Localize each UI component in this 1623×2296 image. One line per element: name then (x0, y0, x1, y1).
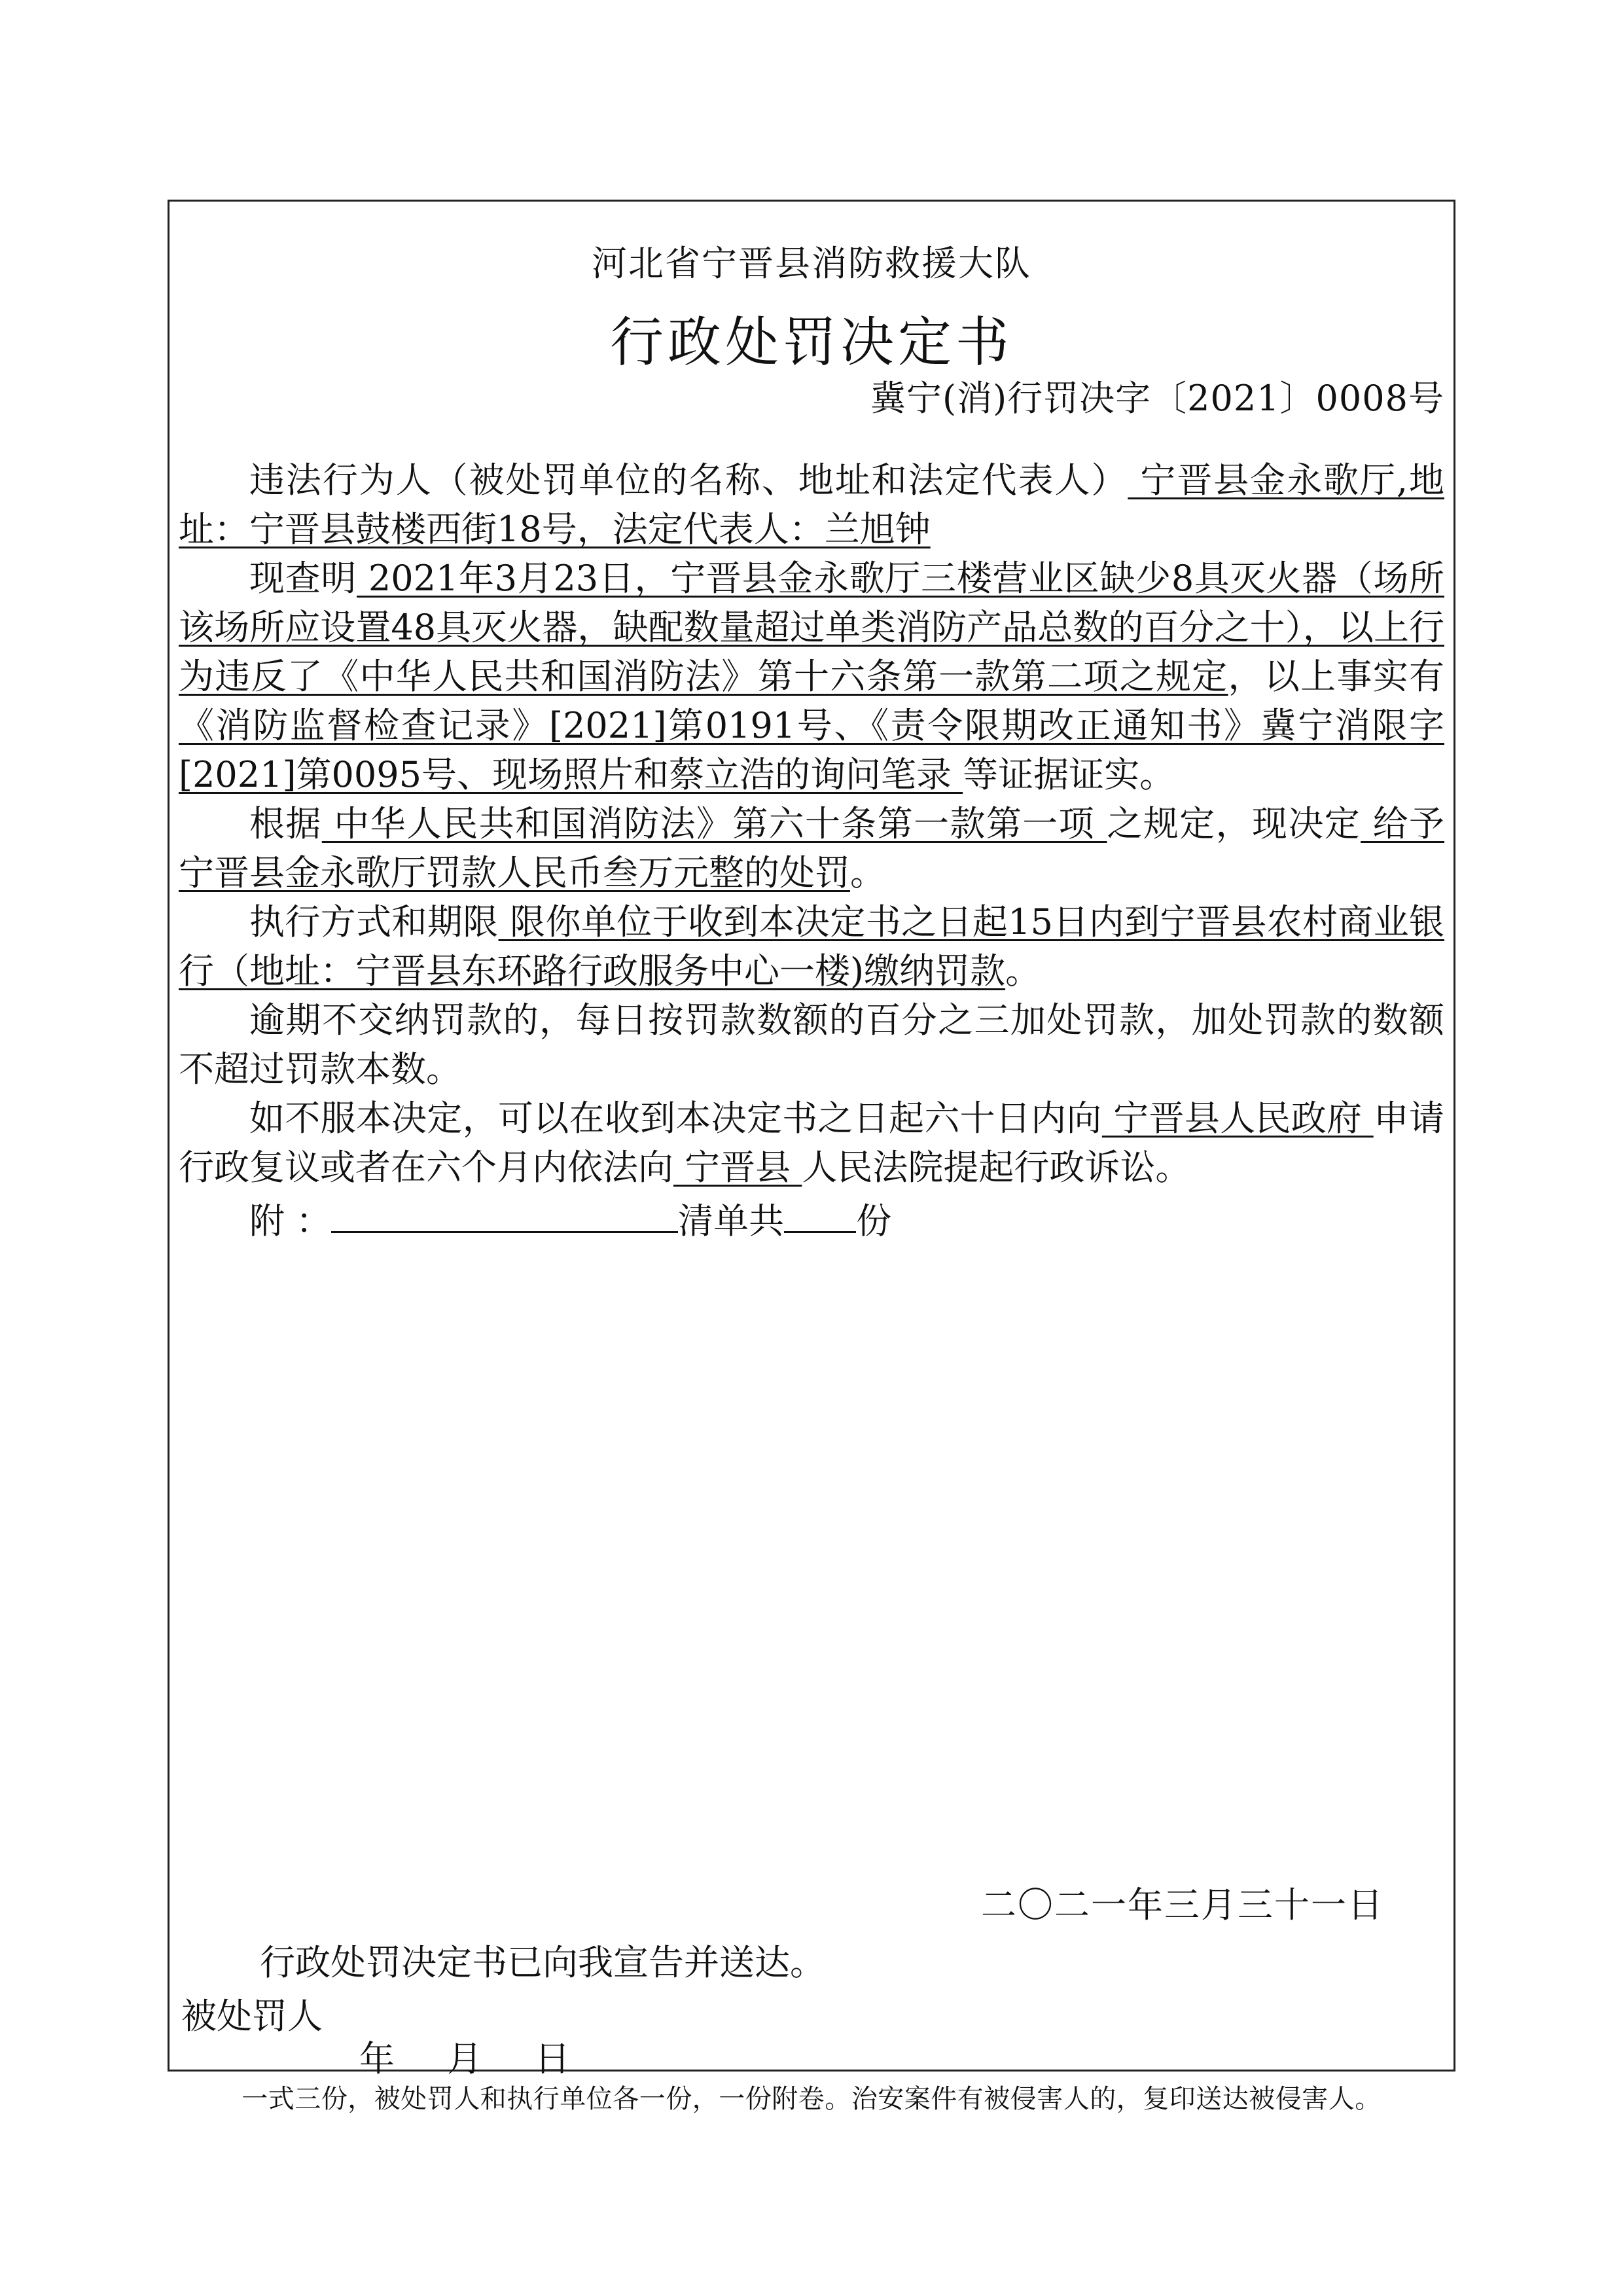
findings-paragraph (179, 554, 1444, 799)
year-label: 年 (359, 2038, 395, 2079)
day-label: 日 (535, 2038, 570, 2079)
legal-basis: 中华人民共和国消防法》第六十条第一款第一项 (321, 803, 1107, 844)
offender-value: 宁晋县金永歌厅,地址：宁晋县鼓楼西街18号，法定代表人：兰旭钟 (179, 459, 1444, 550)
decision-tail: 。 (850, 852, 885, 893)
review-authority: 宁晋县人民政府 (1101, 1098, 1374, 1139)
findings-facts: 2021年3月23日，宁晋县金永歌厅三楼营业区缺少8具灭火器（场所该场所应设置48具灭火器，缺配数量超过单类消防产品总数的百分之十），以上行为违反了《中华人民共和国消防法》第十六条第一款第二项之规定 (179, 558, 1445, 697)
issue-date: 二〇二一年三月三十一日 (981, 1884, 1384, 1926)
decision-paragraph (179, 799, 1444, 897)
attachment-unit: 份 (856, 1200, 892, 1242)
document-frame (168, 200, 1455, 2079)
document-number: 冀宁(消)行罚决字〔2021〕0008号 (870, 378, 1444, 419)
signature-date (359, 2031, 622, 2081)
attachment-list-label: 清单共 (678, 1200, 785, 1242)
offender-label: 违法行为人（被处罚单位的名称、地址和法定代表人） (249, 459, 1128, 501)
appeal-paragraph (179, 1094, 1444, 1192)
issuing-organization: 河北省宁晋县消防救援大队 (592, 243, 1031, 284)
findings-evidence: 《消防监督检查记录》[2021]第0191号、《责令限期改正通知书》冀宁消限字[2021]第0095号、现场照片和蔡立浩的询问笔录 (179, 705, 1444, 795)
distribution-note: 一式三份，被处罚人和执行单位各一份，一份附卷。治安案件有被侵害人的，复印送达被侵害人。 (241, 2084, 1382, 2114)
attachment-label: 附 ： (249, 1200, 332, 1242)
attachment-count-blank (784, 1192, 856, 1233)
execution-tail: 。 (1005, 950, 1041, 992)
service-statement: 行政处罚决定书已向我宣告并送达。 (260, 1942, 825, 1983)
punished-party-label: 被处罚人 (181, 1996, 323, 2037)
execution-method: 限你单位于收到本决定书之日起15日内到宁晋县农村商业银行（地址：宁晋县东环路行政服务中心一楼)缴纳罚款 (179, 901, 1444, 992)
basis-label: 根据 (249, 803, 322, 844)
appeal-text-c: 人民法院提起行政诉讼。 (802, 1147, 1191, 1188)
penalty-decision: 给予宁晋县金永歌厅罚款人民币叁万元整的处罚 (179, 803, 1445, 893)
court-name: 宁晋县 (673, 1147, 802, 1188)
execution-paragraph (179, 897, 1444, 996)
document-body (179, 456, 1444, 1246)
month-label: 月 (447, 2038, 482, 2079)
execution-label: 执行方式和期限 (249, 901, 499, 942)
findings-tail: 等证据证实。 (963, 754, 1175, 795)
attachment-line (179, 1192, 1444, 1246)
appeal-text-a: 如不服本决定，可以在收到本决定书之日起六十日内向 (249, 1098, 1102, 1139)
offender-paragraph (179, 456, 1444, 554)
appeal-text-b: 申请行政复议或者在六个月内依法向 (179, 1098, 1445, 1188)
attachment-blank (331, 1192, 678, 1233)
document-title: 行政处罚决定书 (609, 312, 1013, 374)
decision-mid: 之规定，现决定 (1107, 803, 1361, 844)
late-penalty-paragraph: 逾期不交纳罚款的，每日按罚款数额的百分之三加处罚款，加处罚款的数额不超过罚款本数。 (179, 999, 1444, 1090)
findings-mid: ，以上事实有 (1228, 656, 1445, 697)
findings-label: 现查明 (249, 558, 357, 599)
